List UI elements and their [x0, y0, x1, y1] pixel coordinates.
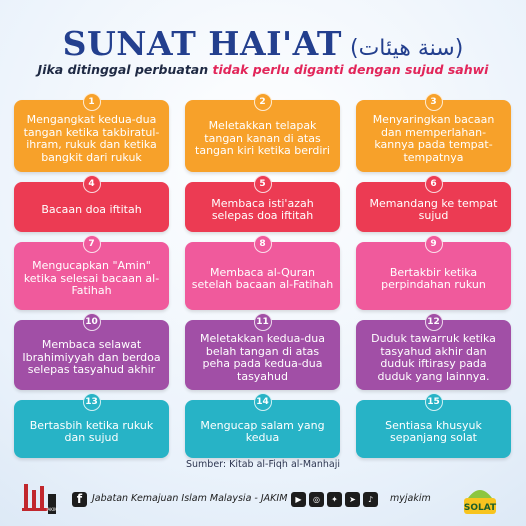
card-text: Bertasbih ketika rukuk dan sujud	[29, 418, 154, 444]
card-text: Sentiasa khusyuk sepanjang solat	[385, 418, 482, 444]
number-badge: 6	[425, 175, 443, 193]
jakim-logo-text: JAKIM	[46, 507, 58, 512]
title-row	[0, 24, 526, 63]
facebook-icon[interactable]: f	[72, 492, 87, 507]
number-badge: 15	[425, 393, 443, 411]
number-badge: 11	[254, 313, 272, 331]
source-citation: Sumber: Kitab al-Fiqh al-Manhaji	[185, 459, 341, 470]
telegram-icon[interactable]: ➤	[345, 492, 360, 507]
social-icons	[291, 492, 378, 507]
number-badge: 5	[254, 175, 272, 193]
card-text: Mengangkat kedua-dua tangan ketika takbiratul-ihram, rukuk dan ketika bangkit dari rukuk	[23, 113, 160, 164]
footer	[0, 478, 526, 526]
instagram-icon[interactable]: ◎	[309, 492, 324, 507]
page-title: SUNAT HAI'AT	[62, 24, 342, 63]
card-text: Meletakkan kedua-dua belah tangan di atas peha pada kedua-dua tasyahud	[200, 332, 325, 383]
sunat-card-9	[356, 239, 511, 310]
card-text: Meletakkan telapak tangan kanan di atas tangan kiri ketika berdiri	[195, 119, 330, 158]
subtitle-highlight: tidak perlu diganti dengan sujud sahwi	[212, 62, 489, 77]
card-text: Membaca isti'azah selepas doa iftitah	[211, 196, 314, 222]
facebook-page-name: Jabatan Kemajuan Islam Malaysia - JAKIM	[92, 493, 288, 504]
card-text: Mengucapkan "Amin" ketika selesai bacaan al-Fatihah	[23, 259, 160, 298]
card-text: Bacaan doa iftitah	[41, 202, 142, 216]
number-badge: 8	[254, 235, 272, 253]
sunat-card-8	[185, 239, 340, 310]
sunat-card-5	[185, 179, 340, 232]
number-badge: 1	[83, 93, 101, 111]
sunat-card-2	[185, 97, 340, 172]
sunat-grid	[14, 97, 512, 458]
number-badge: 2	[254, 93, 272, 111]
card-text: Memandang ke tempat sujud	[369, 196, 498, 222]
number-badge: 10	[83, 313, 101, 331]
jakim-logo	[18, 480, 60, 522]
card-text: Membaca al-Quran setelah bacaan al-Fatihah	[191, 265, 334, 291]
number-badge: 12	[425, 313, 443, 331]
sunat-card-1	[14, 97, 169, 172]
subtitle-prefix: Jika ditinggal perbuatan	[37, 62, 213, 77]
twitter-icon[interactable]: ✦	[327, 492, 342, 507]
page-title-arabic: (سنة هيئات)	[349, 36, 464, 61]
number-badge: 14	[254, 393, 272, 411]
number-badge: 9	[425, 235, 443, 253]
sunat-card-15	[356, 397, 511, 458]
solat-logo	[450, 478, 510, 524]
number-badge: 13	[83, 393, 101, 411]
sunat-card-10	[14, 317, 169, 390]
number-badge: 3	[425, 93, 443, 111]
sunat-card-4	[14, 179, 169, 232]
sunat-card-14	[185, 397, 340, 458]
card-text: Mengucap salam yang kedua	[200, 418, 325, 444]
sunat-card-3	[356, 97, 511, 172]
social-handle: myjakim	[390, 493, 431, 504]
card-text: Menyaringkan bacaan dan memperlahan-kannya pada tempat-tempatnya	[372, 113, 495, 164]
number-badge: 7	[83, 235, 101, 253]
tiktok-icon[interactable]: ♪	[363, 492, 378, 507]
number-badge: 4	[83, 175, 101, 193]
card-text: Bertakbir ketika perpindahan rukun	[381, 265, 486, 291]
sunat-card-7	[14, 239, 169, 310]
sunat-card-13	[14, 397, 169, 458]
card-text: Membaca selawat Ibrahimiyyah dan berdoa selepas tasyahud akhir	[22, 338, 161, 377]
solat-logo-text: SOLAT	[463, 503, 497, 513]
page-subtitle	[0, 62, 526, 77]
sunat-card-11	[185, 317, 340, 390]
sunat-card-6	[356, 179, 511, 232]
sunat-card-12	[356, 317, 511, 390]
youtube-icon[interactable]: ▶	[291, 492, 306, 507]
card-text: Duduk tawarruk ketika tasyahud akhir dan duduk iftirasy pada duduk yang lainnya.	[371, 332, 496, 383]
